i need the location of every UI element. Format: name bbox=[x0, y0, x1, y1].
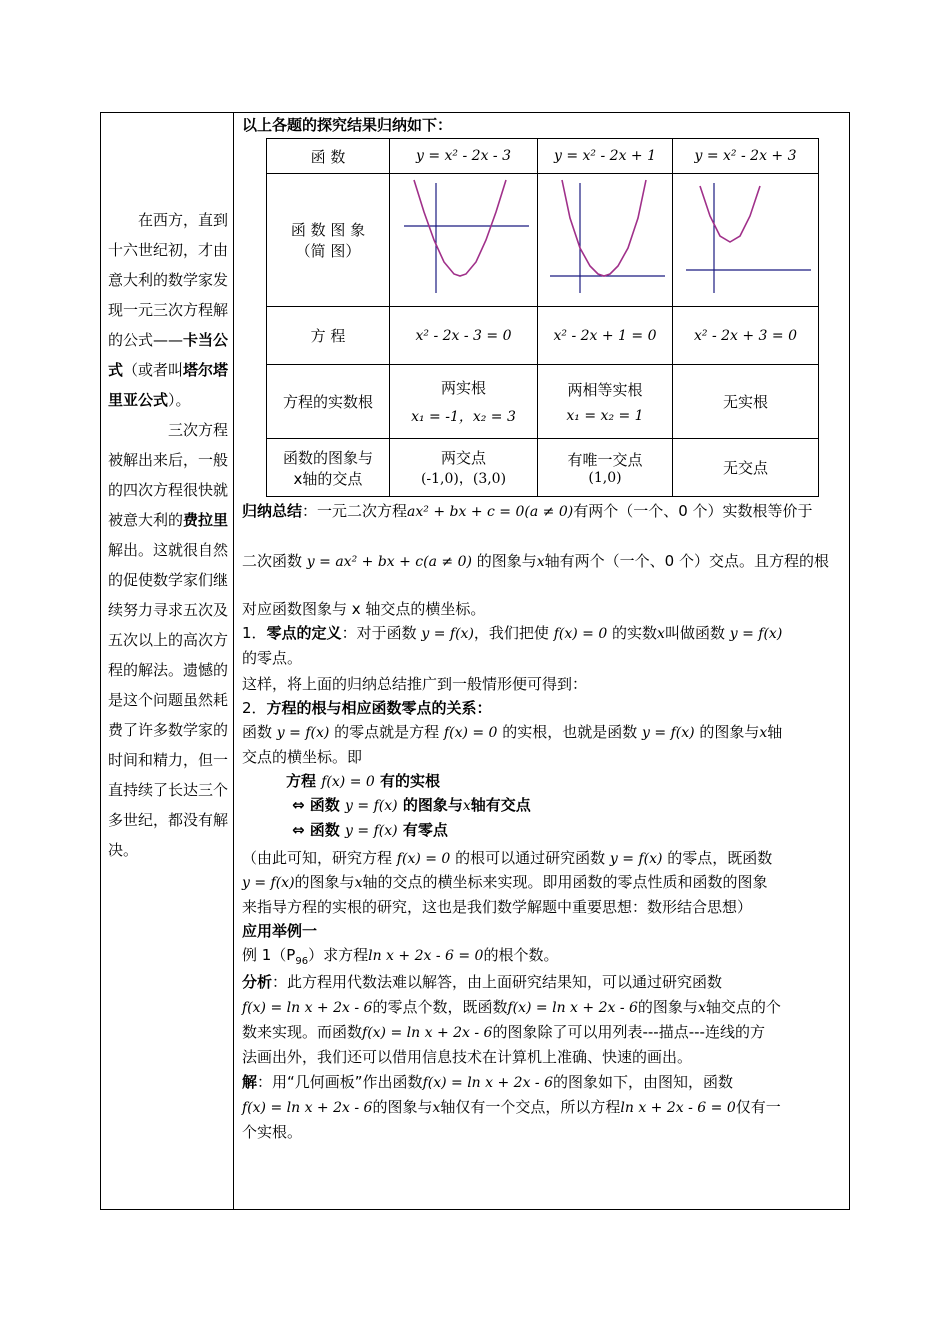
definition-line-1: 1．零点的定义：对于函数 y = f(x)，我们把使 f(x) = 0 的实数x叫做函数 y = f(x) bbox=[242, 624, 783, 642]
note-line-1: （由此可知，研究方程 f(x) = 0 的根可以通过研究函数 y = f(x) 的零点，既函数 bbox=[242, 849, 773, 867]
summary-line-2: 二次函数 y = ax² + bx + c(a ≠ 0) 的图象与x轴有两个（一个、0 个）交点。且方程的根 bbox=[242, 552, 829, 570]
row-label-roots: 方程的实数根 bbox=[267, 365, 390, 439]
analysis-line-3: 数来实现。而函数f(x) = ln x + 2x - 6的图象除了可以用列表---描点---连线的方 bbox=[242, 1023, 765, 1041]
function-2: y = x² - 2x + 1 bbox=[538, 139, 673, 174]
relation-line-1: 函数 y = f(x) 的零点就是方程 f(x) = 0 的实根，也就是函数 y = f(x) 的图象与x轴 bbox=[242, 723, 783, 741]
graph-1 bbox=[390, 174, 538, 307]
row-label-intersections: 函数的图象与 x轴的交点 bbox=[267, 439, 390, 497]
relation-line-2: 交点的横坐标。即 bbox=[242, 748, 363, 766]
row-label-equation: 方 程 bbox=[267, 307, 390, 365]
intersections-1: 两交点 (-1,0)，(3,0) bbox=[390, 439, 538, 497]
solution-line-2: f(x) = ln x + 2x - 6的图象与x轴仅有一个交点，所以方程ln x + 2x - 6 = 0仅有一 bbox=[242, 1098, 781, 1116]
summary-line-1: 归纳总结：一元二次方程ax² + bx + c = 0(a ≠ 0)有两个（一个、0 个）实数根等价于 bbox=[242, 502, 813, 520]
roots-2: 两相等实根 x₁ = x₂ = 1 bbox=[538, 365, 673, 439]
equivalence-2: ⇔ 函数 y = f(x) 的图象与x轴有交点 bbox=[292, 796, 531, 814]
intro-heading: 以上各题的探究结果归纳如下： bbox=[242, 116, 453, 134]
results-table bbox=[266, 138, 819, 497]
analysis-line-2: f(x) = ln x + 2x - 6的零点个数，既函数f(x) = ln x + 2x - 6的图象与x轴交点的个 bbox=[242, 998, 781, 1016]
note-line-3: 来指导方程的实根的研究，这也是我们数学解题中重要思想：数形结合思想） bbox=[242, 898, 753, 916]
equation-2: x² - 2x + 1 = 0 bbox=[538, 307, 673, 365]
summary-line-3: 对应函数图象与 x 轴交点的横坐标。 bbox=[242, 600, 486, 618]
generalize-text: 这样，将上面的归纳总结推广到一般情形便可得到： bbox=[242, 675, 588, 693]
roots-3: 无实根 bbox=[673, 365, 819, 439]
function-3: y = x² - 2x + 3 bbox=[673, 139, 819, 174]
analysis-line-1: 分析：此方程用代数法难以解答，由上面研究结果知，可以通过研究函数 bbox=[242, 973, 723, 991]
row-label-function: 函 数 bbox=[267, 139, 390, 174]
sidebar-note bbox=[108, 205, 230, 865]
analysis-line-4: 法画出外，我们还可以借用信息技术在计算机上准确、快速的画出。 bbox=[242, 1048, 693, 1066]
sidebar-paragraph-1: 在西方，直到十六世纪初，才由意大利的数学家发现一元三次方程解的公式——卡当公式（或者叫塔尔塔里亚公式）。 bbox=[108, 211, 229, 409]
definition-line-2: 的零点。 bbox=[242, 649, 303, 667]
note-line-2: y = f(x)的图象与x轴的交点的横坐标来实现。即用函数的零点性质和函数的图象 bbox=[242, 873, 768, 891]
equivalence-1: 方程 f(x) = 0 有的实根 bbox=[286, 772, 441, 790]
equation-1: x² - 2x - 3 = 0 bbox=[390, 307, 538, 365]
solution-line-3: 个实根。 bbox=[242, 1123, 303, 1141]
intersections-2: 有唯一交点 (1,0) bbox=[538, 439, 673, 497]
solution-line-1: 解：用“几何画板”作出函数f(x) = ln x + 2x - 6的图象如下，由图知，函数 bbox=[242, 1073, 734, 1091]
example-line: 例 $1(P_{96})$求方程ln x + 2x - 6 = 0的根个数。 bbox=[242, 946, 559, 967]
example-heading: 应用举例一 bbox=[242, 922, 318, 940]
sidebar-paragraph-2: 三次方程被解出来后，一般的四次方程很快就被意大利的费拉里解出。这就很自然的促使数学家们继续努力寻求五次及五次以上的高次方程的解法。遗憾的是这个问题虽然耗费了许多数学家的时间和精力，但一直持续了长达三个多世纪，都没有解决。 bbox=[108, 421, 229, 859]
relation-heading: 2．方程的根与相应函数零点的关系： bbox=[242, 699, 492, 717]
row-label-graph: 函 数 图 象 （简 图） bbox=[267, 174, 390, 307]
column-divider bbox=[233, 112, 234, 1210]
equivalence-3: ⇔ 函数 y = f(x) 有零点 bbox=[292, 821, 448, 839]
roots-1: 两实根 x₁ = -1，x₂ = 3 bbox=[390, 365, 538, 439]
equation-3: x² - 2x + 3 = 0 bbox=[673, 307, 819, 365]
intersections-3: 无交点 bbox=[673, 439, 819, 497]
graph-2 bbox=[538, 174, 673, 307]
graph-3 bbox=[673, 174, 819, 307]
function-1: y = x² - 2x - 3 bbox=[390, 139, 538, 174]
